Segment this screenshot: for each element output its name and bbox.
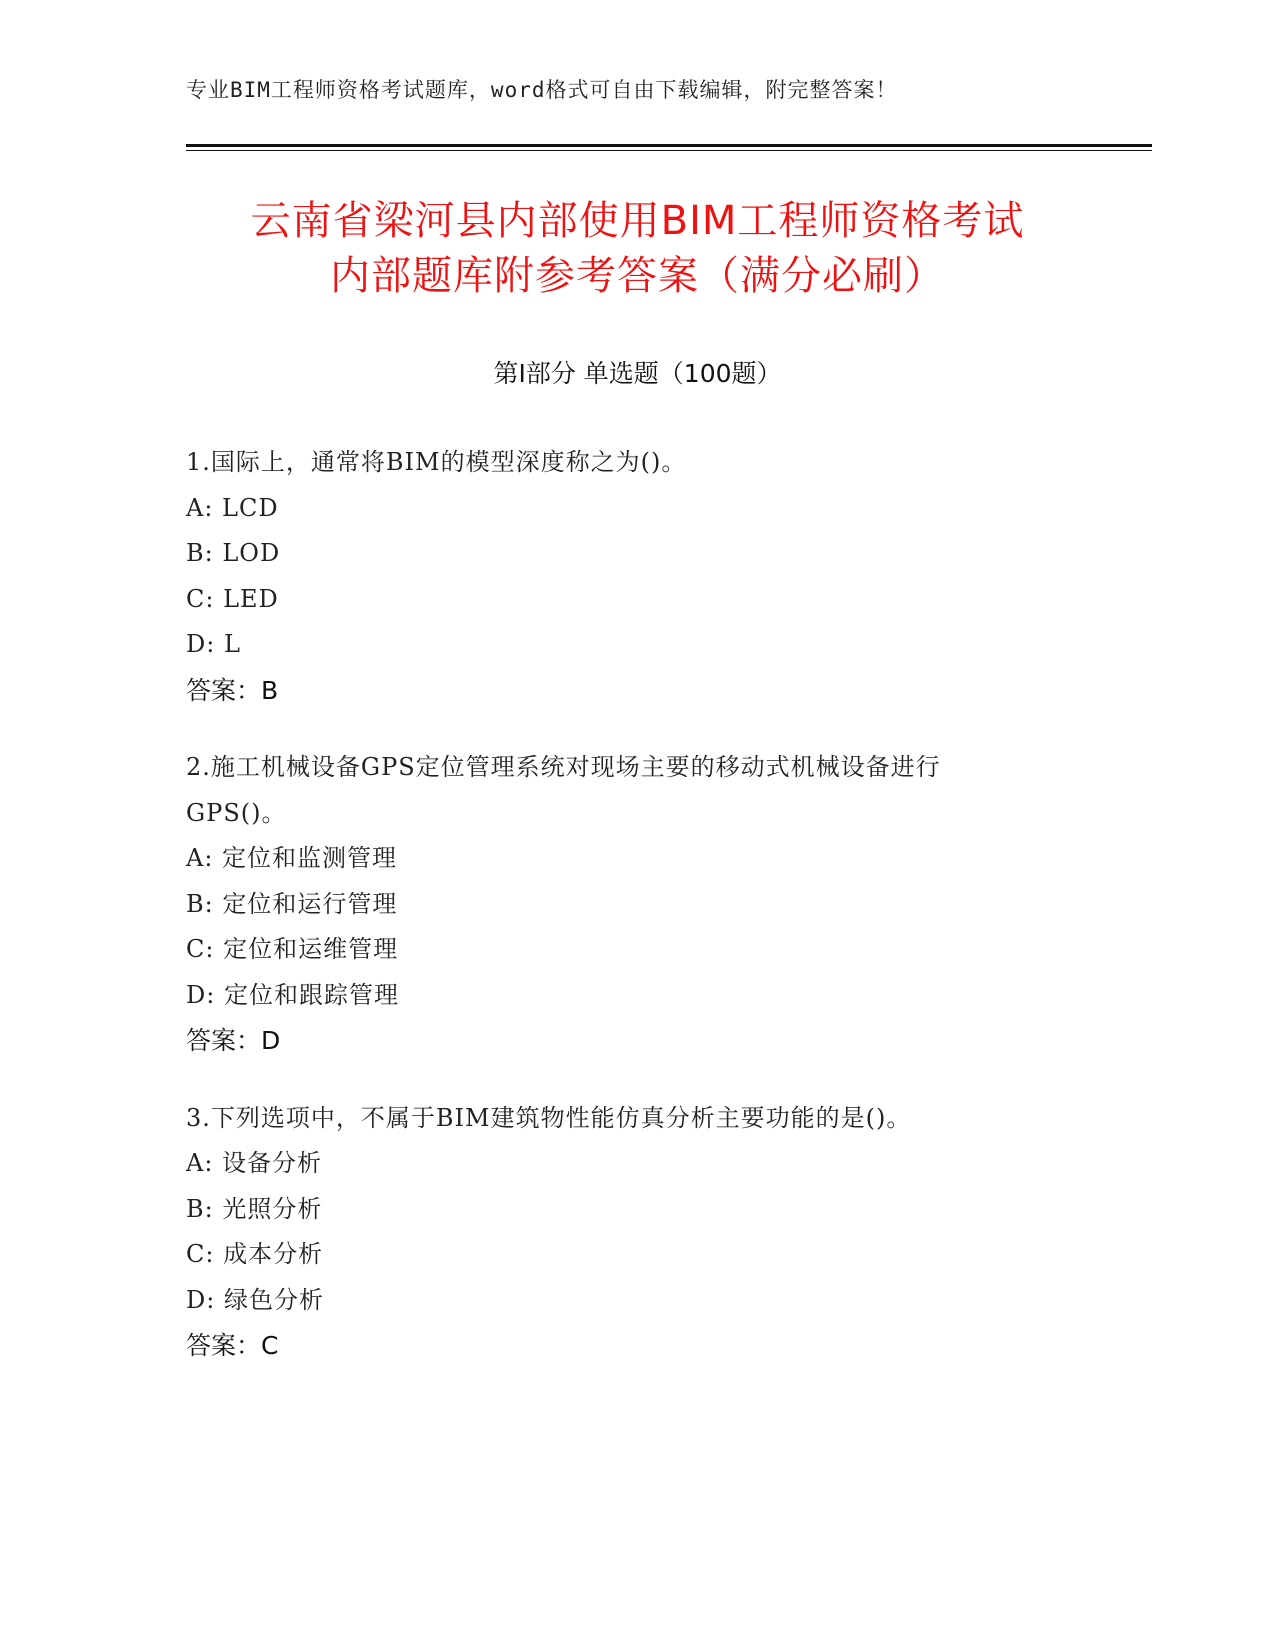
- question-stem: 1.国际上，通常将BIM的模型深度称之为()。: [186, 448, 687, 476]
- title-line-1: 云南省梁河县内部使用BIM工程师资格考试: [250, 198, 1025, 244]
- answer-line: 答案：D: [186, 1026, 281, 1055]
- option-a: A: 设备分析: [186, 1149, 323, 1177]
- question-list: [186, 440, 1086, 1401]
- option-d: D: 绿色分析: [186, 1285, 324, 1314]
- question-2: [186, 745, 1086, 1064]
- title-line-2: 内部题库附参考答案（满分必刷）: [330, 253, 945, 299]
- document-title: [150, 194, 1125, 304]
- answer-line: 答案：C: [186, 1331, 279, 1360]
- section-heading: 第Ⅰ部分 单选题（100题）: [493, 359, 782, 388]
- option-d: D: L: [186, 630, 241, 658]
- option-b: B: LOD: [186, 539, 281, 567]
- option-a: A: 定位和监测管理: [186, 844, 398, 872]
- question-stem: 2.施工机械设备GPS定位管理系统对现场主要的移动式机械设备进行: [186, 753, 941, 781]
- question-3: [186, 1096, 1086, 1369]
- option-c: C: LED: [186, 584, 279, 613]
- option-c: C: 成本分析: [186, 1240, 324, 1268]
- option-d: D: 定位和跟踪管理: [186, 980, 399, 1009]
- question-stem: 3.下列选项中，不属于BIM建筑物性能仿真分析主要功能的是()。: [186, 1103, 912, 1132]
- header-rule-thick: [186, 144, 1152, 147]
- header-note: 专业BIM工程师资格考试题库，word格式可自由下载编辑，附完整答案！: [186, 78, 898, 102]
- option-c: C: 定位和运维管理: [186, 935, 399, 963]
- answer-line: 答案：B: [186, 675, 279, 705]
- option-b: B: 定位和运行管理: [186, 889, 398, 918]
- option-b: B: 光照分析: [186, 1194, 323, 1223]
- question-stem-continued: GPS()。: [186, 798, 287, 827]
- question-1: [186, 440, 1086, 713]
- header-rule-thin: [186, 150, 1152, 151]
- option-a: A: LCD: [186, 493, 279, 522]
